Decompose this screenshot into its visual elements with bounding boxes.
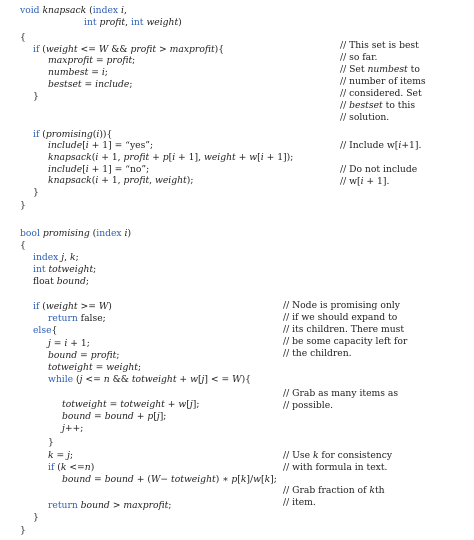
code-comment [340,76,426,88]
code-identifier: totweight [48,362,93,373]
code-text: // considered. Set [340,88,422,99]
code-text: { [51,325,58,336]
code-text: > [156,44,170,55]
code-identifier: j [48,338,51,349]
code-line [48,437,54,449]
code-keyword: if [48,462,55,473]
code-text: + 1] = “yes”; [88,140,154,151]
code-comment [283,462,387,474]
code-identifier: k [312,450,319,461]
code-text: + 1] = “no”; [88,164,150,175]
code-line [33,301,112,313]
code-identifier: j [67,450,70,461]
code-text: // so far. [340,52,378,63]
code-text: to [407,64,420,75]
code-text: = [81,79,96,90]
code-line [20,240,26,252]
code-keyword: int [130,17,144,28]
code-text: [ [197,374,202,385]
code-text: // possible. [283,400,334,411]
code-identifier: bestset [48,79,82,90]
code-text: false; [77,313,106,324]
code-line [20,228,131,240]
code-text: { [20,240,26,251]
code-identifier: i [85,140,89,151]
code-text: ( [91,175,96,186]
code-line [48,140,153,152]
code-text: // Grab as many items as [283,388,399,399]
code-line [48,79,132,91]
code-line [33,512,39,524]
code-identifier: weight [45,301,78,312]
code-identifier: profit [90,350,117,361]
code-line [48,362,141,374]
code-comment [283,324,404,336]
code-text: = [88,67,102,78]
code-identifier: i [64,338,68,349]
code-keyword: return [48,313,78,324]
code-identifier: weight [45,44,78,55]
code-text: } [48,437,54,448]
code-identifier: bound [48,350,78,361]
code-text: ]; [270,474,277,485]
code-text: = [91,411,105,422]
code-identifier: knapsack [48,175,92,186]
code-text: to this [382,100,416,111]
code-text: > [109,500,124,511]
code-text: ]; [192,399,200,410]
code-identifier: i [95,152,99,163]
code-text: + [176,374,191,385]
code-text: <= [66,462,85,473]
code-comment [283,312,397,324]
code-text: // if we should expand to [283,312,398,323]
code-identifier: W [98,301,109,312]
code-identifier: i [260,152,264,163]
code-identifier: w [249,152,258,163]
code-text: ]/ [246,474,254,485]
code-line [20,200,26,212]
code-identifier: bestset [349,100,383,111]
code-identifier: k [48,450,54,461]
code-text: [ [237,474,241,485]
code-text: ]; [159,411,167,422]
code-text: = [92,362,107,373]
code-text: ( [39,44,46,55]
code-text: ); [186,175,194,186]
code-text: = [93,55,107,66]
code-keyword: if [33,44,40,55]
code-comment [283,497,316,509]
code-text: ( [54,462,61,473]
code-identifier: p [147,411,154,422]
code-line [48,374,251,386]
code-line [48,313,106,325]
code-identifier: j [156,411,160,422]
code-comment [283,400,333,412]
code-line [48,338,90,350]
code-text: + [133,411,148,422]
code-text: ; [75,252,79,263]
code-identifier: bound [104,411,134,422]
code-comment [283,348,352,360]
code-comment [340,88,422,100]
code-identifier: i [398,140,402,151]
code-text: // w[ [340,176,361,187]
code-keyword: bool [20,228,40,239]
code-text: // item. [283,497,316,508]
code-identifier: bound [56,276,86,287]
code-text: { [20,32,26,43]
code-identifier: w [190,374,198,385]
code-identifier: j [201,374,205,385]
code-line [33,276,89,288]
code-line [48,450,73,462]
code-keyword: if [33,129,40,140]
code-text: [ [257,152,261,163]
code-identifier: totweight [48,264,94,275]
code-text: )){ [99,129,113,140]
code-identifier: totweight [131,374,177,385]
code-text: [ [260,474,265,485]
code-text: ++; [64,423,84,434]
code-text: ) [90,462,95,473]
code-comment [283,450,392,462]
code-comment [340,164,417,176]
code-text: [ [82,164,86,175]
code-text: // This set is best [340,40,419,51]
code-text: // solution. [340,112,390,123]
code-identifier: i [85,164,89,175]
code-line [33,187,39,199]
code-text: for consistency [318,450,393,461]
code-text: ){ [241,374,252,385]
code-text: +1]. [401,140,422,151]
code-text: // be some capacity left for [283,336,408,347]
code-text: && [108,44,131,55]
code-text: + 1; [67,338,90,349]
code-text: } [33,187,39,198]
code-identifier: k [60,462,67,473]
code-text: = [77,350,91,361]
code-text: + 1, [98,152,124,163]
code-comment [340,112,389,124]
code-identifier: profit [99,17,126,28]
code-text: } [20,200,26,211]
code-text: ) ∗ [215,474,232,485]
code-identifier: j [79,374,83,385]
code-text: ( [86,5,93,16]
code-text: [ [168,152,173,163]
code-identifier: i [121,5,124,16]
code-identifier: k [69,252,76,263]
code-line [62,423,83,435]
code-line [48,350,119,362]
code-identifier: promising [42,228,90,239]
code-line [48,55,135,67]
code-keyword: while [48,374,74,385]
code-line [33,264,96,276]
code-text: , [125,17,131,28]
code-identifier: j [61,252,65,263]
code-text: + [164,399,179,410]
code-text: = [53,450,68,461]
code-identifier: W [150,474,161,485]
code-text: // Include w[ [340,140,399,151]
code-text: ; [132,55,136,66]
code-identifier: promising [45,129,93,140]
code-comment [283,388,398,400]
code-identifier: profit [123,175,150,186]
code-comment [340,40,419,52]
code-identifier: i [96,129,100,140]
code-comment [340,100,415,112]
code-text: = [91,474,105,485]
code-line [48,152,293,164]
code-text: ) [178,17,182,28]
code-identifier: numbest [48,67,89,78]
code-text: [ [82,140,86,151]
code-text: <= [77,44,99,55]
code-text: // number of items [340,76,426,87]
code-identifier: weight [203,152,236,163]
code-identifier: i [101,67,105,78]
code-comment [340,64,420,76]
code-identifier: bound [80,500,110,511]
code-line [48,462,94,474]
code-keyword: void [20,5,43,16]
code-text: ( [91,152,96,163]
code-line [62,411,166,423]
code-text: ; [168,500,172,511]
code-identifier: knapsack [42,5,87,16]
code-identifier: i [172,152,176,163]
code-identifier: profit [130,44,157,55]
code-text: ( [89,228,97,239]
code-identifier: i [124,228,128,239]
code-text: ( [92,129,97,140]
code-text: [ [153,411,157,422]
code-identifier: j [189,399,193,410]
code-text: = [106,399,121,410]
code-line [84,17,182,29]
code-identifier: maxprofit [48,55,93,66]
code-identifier: n [103,374,110,385]
code-line [62,399,199,411]
code-comment [283,485,385,497]
code-identifier: n [84,462,91,473]
code-text: + 1], [175,152,204,163]
code-text: >= [77,301,99,312]
code-comment [340,140,421,152]
code-text: + [235,152,250,163]
code-line [33,325,57,337]
code-identifier: p [231,474,238,485]
code-identifier: W [98,44,109,55]
code-text: + 1, [98,175,124,186]
code-text: // Node is promising only [283,300,400,311]
code-identifier: totweight [120,399,165,410]
code-line [20,32,26,44]
code-keyword: if [33,301,40,312]
code-text: ( [39,129,46,140]
code-text: // Use [283,450,313,461]
code-line [20,5,127,17]
code-identifier: maxprofit [169,44,215,55]
code-text: // its children. There must [283,324,405,335]
code-text: − [160,474,172,485]
code-keyword: else [33,325,52,336]
code-text: , [64,252,70,263]
code-text: ) [108,301,112,312]
code-text: ( [73,374,80,385]
code-text: [ [186,399,190,410]
code-text: ; [116,350,120,361]
code-text: + [149,152,163,163]
code-identifier: maxprofit [123,500,169,511]
code-text: <= [82,374,104,385]
code-line [20,525,26,537]
code-identifier: w [253,474,261,485]
code-comment [283,300,400,312]
code-text: ; [137,362,142,373]
code-text: ; [93,264,97,275]
code-line [33,252,79,264]
code-identifier: bound [62,411,92,422]
code-identifier: profit [123,152,150,163]
code-identifier: include [95,79,130,90]
code-comment [283,336,407,348]
code-identifier: weight [146,17,179,28]
code-text: ] < = [204,374,233,385]
code-text: + 1]. [363,176,390,187]
code-identifier: knapsack [48,152,92,163]
code-text: // [340,100,350,111]
code-identifier: totweight [62,399,107,410]
code-text: } [33,91,39,102]
code-text: + ( [133,474,151,485]
code-text: && [109,374,132,385]
code-identifier: include [48,164,83,175]
code-text: // Grab fraction of [283,485,370,496]
code-comment [340,52,377,64]
code-identifier: bound [104,474,134,485]
code-identifier: i [95,175,99,186]
code-identifier: include [48,140,83,151]
code-keyword: index [33,252,59,263]
code-line [48,500,171,512]
code-text: } [20,525,26,536]
code-text: ; [104,67,108,78]
code-text: ; [85,276,89,287]
code-identifier: p [162,152,169,163]
code-keyword: int [84,17,97,28]
code-identifier: profit [106,55,133,66]
code-line [48,67,108,79]
code-text: = [50,338,65,349]
code-text: // Set [340,64,368,75]
code-line [48,175,193,187]
code-identifier: k [240,474,247,485]
code-keyword: index [96,228,122,239]
code-identifier: numbest [367,64,408,75]
code-keyword: index [92,5,119,16]
code-keyword: return [48,500,78,511]
code-line [62,474,277,486]
code-comment [340,176,389,188]
code-identifier: k [264,474,271,485]
code-identifier: totweight [171,474,216,485]
code-text: , [123,5,127,16]
code-identifier: bound [62,474,92,485]
code-text: // with formula in text. [283,462,388,473]
code-keyword: int [33,264,46,275]
code-text: + 1]); [263,152,294,163]
code-identifier: w [178,399,187,410]
code-text: ; [69,450,74,461]
code-identifier: k [369,485,375,496]
code-text: ( [39,301,46,312]
code-text: , [149,175,155,186]
code-identifier: weight [155,175,187,186]
code-identifier: i [360,176,364,187]
code-text: th [374,485,385,496]
code-text: ) [127,228,132,239]
code-line [33,91,39,103]
code-text: float [33,276,57,287]
code-text: ){ [214,44,225,55]
code-text: } [33,512,39,523]
code-identifier: weight [106,362,138,373]
code-text: // the children. [283,348,352,359]
code-text: ; [129,79,133,90]
code-text: // Do not include [340,164,418,175]
code-identifier: W [232,374,242,385]
code-identifier: j [62,423,65,434]
